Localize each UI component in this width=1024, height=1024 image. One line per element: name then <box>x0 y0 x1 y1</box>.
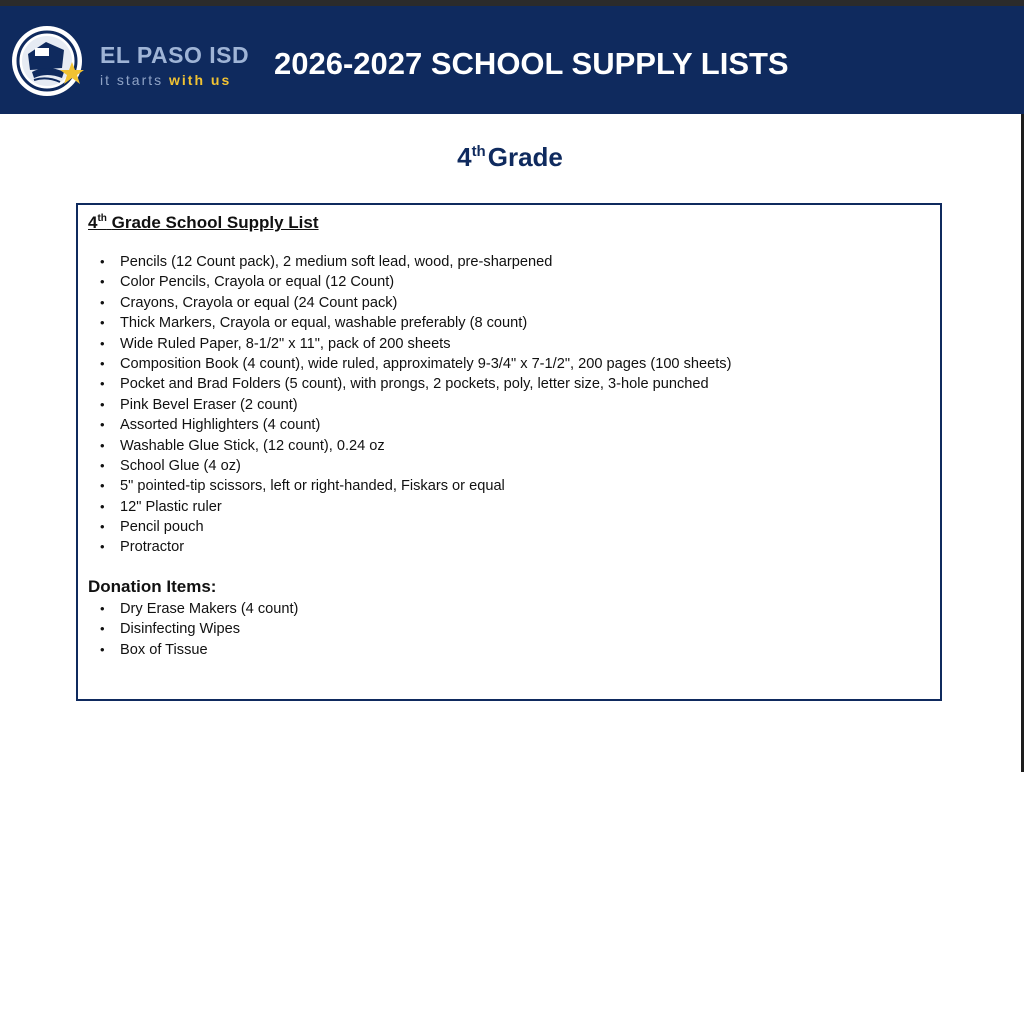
heading-suffix: th <box>97 213 107 224</box>
supply-list-heading <box>88 213 319 233</box>
supply-list-box <box>76 203 942 701</box>
page-header <box>0 6 1024 114</box>
list-item: • Dry Erase Makers (4 count) <box>96 599 298 619</box>
grade-suffix: th <box>471 143 486 160</box>
list-item: • Protractor <box>96 537 731 557</box>
list-item: • 5" pointed-tip scissors, left or right-handed, Fiskars or equal <box>96 476 731 496</box>
list-item: • Pencil pouch <box>96 517 731 537</box>
donation-heading: Donation Items: <box>88 577 217 596</box>
donation-items-list <box>96 599 298 660</box>
list-item: • Pocket and Brad Folders (5 count), with prongs, 2 pockets, poly, letter size, 3-hole punched <box>96 374 731 394</box>
district-name: EL PASO ISD <box>100 42 250 68</box>
list-item: • Disinfecting Wipes <box>96 619 298 639</box>
list-item: • 12" Plastic ruler <box>96 497 731 517</box>
tagline-end: with us <box>169 72 232 88</box>
page-title <box>0 142 1020 173</box>
grade-word: Grade <box>487 142 563 172</box>
grade-number: 4 <box>457 142 472 172</box>
supply-items-list <box>96 252 731 558</box>
header-title: 2026-2027 SCHOOL SUPPLY LISTS <box>274 46 789 81</box>
list-item: • Box of Tissue <box>96 640 298 660</box>
list-item: • School Glue (4 oz) <box>96 456 731 476</box>
list-item: • Crayons, Crayola or equal (24 Count pack) <box>96 293 731 313</box>
list-item: • Color Pencils, Crayola or equal (12 Count) <box>96 272 731 292</box>
district-tagline <box>100 72 231 88</box>
list-item: • Washable Glue Stick, (12 count), 0.24 oz <box>96 436 731 456</box>
heading-text: Grade School Supply List <box>111 213 319 232</box>
list-item: • Wide Ruled Paper, 8-1/2" x 11", pack of 200 sheets <box>96 334 731 354</box>
list-item: • Pencils (12 Count pack), 2 medium soft lead, wood, pre-sharpened <box>96 252 731 272</box>
district-seal-icon <box>10 24 84 98</box>
list-item: • Pink Bevel Eraser (2 count) <box>96 395 731 415</box>
list-item: • Composition Book (4 count), wide ruled, approximately 9-3/4" x 7-1/2", 200 pages (100 sheets) <box>96 354 731 374</box>
heading-number: 4 <box>88 213 98 232</box>
list-item: • Assorted Highlighters (4 count) <box>96 415 731 435</box>
list-item: • Thick Markers, Crayola or equal, washable preferably (8 count) <box>96 313 731 333</box>
tagline-start: it starts <box>100 72 164 88</box>
